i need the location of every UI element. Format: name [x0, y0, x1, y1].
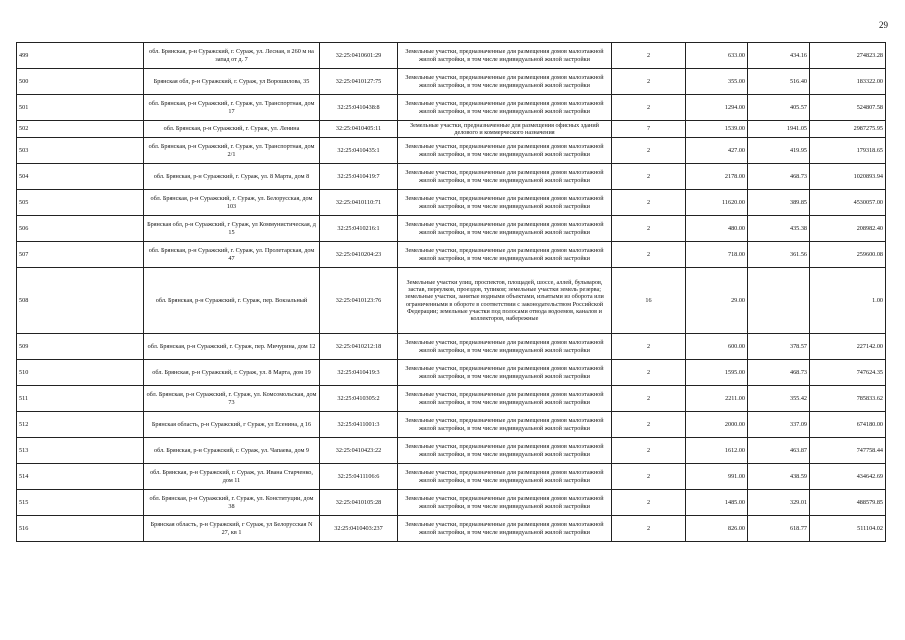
cadastral-value-cell: 2987275.95 — [810, 121, 886, 138]
cadastral-value-cell: 747758.44 — [810, 438, 886, 464]
table-row — [17, 242, 886, 268]
cadastral-number-cell: 32:25:0410419:7 — [320, 164, 398, 190]
cadastral-value-cell: 259600.08 — [810, 242, 886, 268]
cadastral-number-cell: 32:25:0410212:18 — [320, 334, 398, 360]
land-use-cell: Земельные участки, предназначенные для размещения домов малоэтажной жилой застройки, в том числе индивидуальной жилой застройки — [398, 386, 612, 412]
area-cell: 2211.00 — [686, 386, 748, 412]
cadastral-value-cell: 274823.28 — [810, 43, 886, 69]
use-code-cell: 2 — [612, 95, 686, 121]
cadastral-value-cell: 434642.69 — [810, 464, 886, 490]
table-row — [17, 334, 886, 360]
land-use-cell: Земельные участки, предназначенные для размещения домов малоэтажной жилой застройки, в том числе индивидуальной жилой застройки — [398, 69, 612, 95]
use-code-cell: 2 — [612, 360, 686, 386]
area-cell: 11620.00 — [686, 190, 748, 216]
address-cell: обл. Брянская, р-н Суражский, г. Сураж, пер. Вокзальный — [144, 268, 320, 334]
land-use-cell: Земельные участки, предназначенные для размещения домов малоэтажной жилой застройки, в том числе индивидуальной жилой застройки — [398, 412, 612, 438]
use-code-cell: 2 — [612, 43, 686, 69]
table-row — [17, 516, 886, 542]
specific-value-cell: 355.42 — [748, 386, 810, 412]
use-code-cell: 2 — [612, 334, 686, 360]
cadastral-number-cell: 32:25:0410423:22 — [320, 438, 398, 464]
area-cell: 1294.00 — [686, 95, 748, 121]
cadastral-number-cell: 32:25:0410123:76 — [320, 268, 398, 334]
area-cell: 600.00 — [686, 334, 748, 360]
cadastral-number-cell: 32:25:0410305:2 — [320, 386, 398, 412]
address-cell: обл. Брянская, р-н Суражский, г. Сураж, ул. Транспортная, дом 2/1 — [144, 138, 320, 164]
table-row — [17, 490, 886, 516]
use-code-cell: 2 — [612, 490, 686, 516]
cadastral-value-cell: 511104.02 — [810, 516, 886, 542]
table-row — [17, 412, 886, 438]
use-code-cell: 16 — [612, 268, 686, 334]
area-cell: 29.00 — [686, 268, 748, 334]
specific-value-cell: 361.56 — [748, 242, 810, 268]
cadastral-value-cell: 227142.00 — [810, 334, 886, 360]
land-use-cell: Земельные участки, предназначенные для размещения домов малоэтажной жилой застройки, в том числе индивидуальной жилой застройки — [398, 164, 612, 190]
specific-value-cell: 434.16 — [748, 43, 810, 69]
address-cell: обл. Брянская, р-н Суражский, г. Сураж, ул. Белорусская, дом 103 — [144, 190, 320, 216]
cadastral-number-cell: 32:25:0411001:3 — [320, 412, 398, 438]
address-cell: обл. Брянская, р-н Суражский, г. Сураж, ул. Комсомольская, дом 73 — [144, 386, 320, 412]
table-row — [17, 268, 886, 334]
cadastral-value-cell: 1.00 — [810, 268, 886, 334]
land-use-cell: Земельные участки улиц, проспектов, площадей, шоссе, аллей, бульваров, застав, переулков, проездов, тупиков; земельные участки земель резерва; земельные участки, занятые водными объектами, изъятыми из оборота или ограниченными в обороте в соответствии с законодательством Российской Федерации; земельные участки под полосами отвода водоемов, каналов и коллекторов, набережные — [398, 268, 612, 334]
row-number: 509 — [17, 334, 144, 360]
address-cell: обл. Брянская, р-н Суражский, г. Сураж, ул. Лесная, в 260 м на запад от д. 7 — [144, 43, 320, 69]
area-cell: 633.00 — [686, 43, 748, 69]
address-cell: Брянская обл, р-н Суражский, г Сураж, ул Коммунистическая, д 15 — [144, 216, 320, 242]
row-number: 504 — [17, 164, 144, 190]
table-row — [17, 360, 886, 386]
specific-value-cell: 405.57 — [748, 95, 810, 121]
row-number: 503 — [17, 138, 144, 164]
table-row — [17, 69, 886, 95]
specific-value-cell: 329.01 — [748, 490, 810, 516]
land-use-cell: Земельные участки, предназначенные для размещения домов малоэтажной жилой застройки, в том числе индивидуальной жилой застройки — [398, 190, 612, 216]
land-use-cell: Земельные участки, предназначенные для размещения домов малоэтажной жилой застройки, в том числе индивидуальной жилой застройки — [398, 490, 612, 516]
row-number: 505 — [17, 190, 144, 216]
row-number: 510 — [17, 360, 144, 386]
address-cell: обл. Брянская, р-н Суражский, г. Сураж, ул. Транспортная, дом 17 — [144, 95, 320, 121]
cadastral-number-cell: 32:25:0410110:71 — [320, 190, 398, 216]
table-row — [17, 43, 886, 69]
use-code-cell: 2 — [612, 386, 686, 412]
row-number: 501 — [17, 95, 144, 121]
row-number: 515 — [17, 490, 144, 516]
address-cell: обл. Брянская, р-н Суражский, г. Сураж, ул. Конституции, дом 38 — [144, 490, 320, 516]
row-number: 511 — [17, 386, 144, 412]
cadastral-number-cell: 32:25:0410438:8 — [320, 95, 398, 121]
use-code-cell: 2 — [612, 69, 686, 95]
cadastral-value-cell: 488579.85 — [810, 490, 886, 516]
land-use-cell: Земельные участки, предназначенные для размещения домов малоэтажной жилой застройки, в том числе индивидуальной жилой застройки — [398, 334, 612, 360]
cadastral-number-cell: 32:25:0410601:29 — [320, 43, 398, 69]
use-code-cell: 7 — [612, 121, 686, 138]
table-row — [17, 138, 886, 164]
address-cell: обл. Брянская, р-н Суражский, г. Сураж, ул. Чапаева, дом 9 — [144, 438, 320, 464]
cadastral-value-cell: 524807.58 — [810, 95, 886, 121]
land-use-cell: Земельные участки, предназначенные для размещения домов малоэтажной жилой застройки, в том числе индивидуальной жилой застройки — [398, 438, 612, 464]
cadastral-number-cell: 32:25:0411106:6 — [320, 464, 398, 490]
address-cell: обл. Брянская, р-н Суражский, г. Сураж, ул. Пролетарская, дом 47 — [144, 242, 320, 268]
area-cell: 1539.00 — [686, 121, 748, 138]
area-cell: 1485.00 — [686, 490, 748, 516]
address-cell: Брянская область, р-н Суражский, г Сураж, ул Белорусская N 27, кв 1 — [144, 516, 320, 542]
area-cell: 2000.00 — [686, 412, 748, 438]
row-number: 508 — [17, 268, 144, 334]
specific-value-cell: 438.59 — [748, 464, 810, 490]
row-number: 506 — [17, 216, 144, 242]
row-number: 516 — [17, 516, 144, 542]
specific-value-cell: 378.57 — [748, 334, 810, 360]
row-number: 513 — [17, 438, 144, 464]
cadastral-number-cell: 32:25:0410403:237 — [320, 516, 398, 542]
cadastral-value-cell: 179318.65 — [810, 138, 886, 164]
area-cell: 2178.00 — [686, 164, 748, 190]
row-number: 502 — [17, 121, 144, 138]
cadastral-number-cell: 32:25:0410127:75 — [320, 69, 398, 95]
cadastral-number-cell: 32:25:0410204:23 — [320, 242, 398, 268]
area-cell: 1595.00 — [686, 360, 748, 386]
table-row — [17, 121, 886, 138]
area-cell: 427.00 — [686, 138, 748, 164]
table-row — [17, 95, 886, 121]
cadastral-number-cell: 32:25:0410419:3 — [320, 360, 398, 386]
cadastral-number-cell: 32:25:0410105:28 — [320, 490, 398, 516]
address-cell: Брянская обл, р-н Суражский, г. Сураж, ул Ворошилова, 35 — [144, 69, 320, 95]
address-cell: обл. Брянская, р-н Суражский, г. Сураж, ул. 8 Марта, дом 19 — [144, 360, 320, 386]
cadastral-value-cell: 4530057.00 — [810, 190, 886, 216]
area-cell: 1612.00 — [686, 438, 748, 464]
cadastral-value-table — [16, 42, 886, 542]
area-cell: 991.00 — [686, 464, 748, 490]
table-body — [17, 43, 886, 542]
specific-value-cell: 516.40 — [748, 69, 810, 95]
use-code-cell: 2 — [612, 438, 686, 464]
land-use-cell: Земельные участки, предназначенные для размещения домов малоэтажной жилой застройки, в том числе индивидуальной жилой застройки — [398, 95, 612, 121]
specific-value-cell: 463.87 — [748, 438, 810, 464]
address-cell: обл. Брянская, р-н Суражский, г. Сураж, ул. 8 Марта, дом 8 — [144, 164, 320, 190]
specific-value-cell: 389.85 — [748, 190, 810, 216]
specific-value-cell: 468.73 — [748, 164, 810, 190]
use-code-cell: 2 — [612, 516, 686, 542]
row-number: 512 — [17, 412, 144, 438]
specific-value-cell — [748, 268, 810, 334]
land-use-cell: Земельные участки, предназначенные для размещения домов малоэтажной жилой застройки, в том числе индивидуальной жилой застройки — [398, 464, 612, 490]
cadastral-number-cell: 32:25:0410216:1 — [320, 216, 398, 242]
specific-value-cell: 618.77 — [748, 516, 810, 542]
use-code-cell: 2 — [612, 412, 686, 438]
cadastral-value-cell: 785833.62 — [810, 386, 886, 412]
cadastral-value-cell: 747624.35 — [810, 360, 886, 386]
address-cell: Брянская область, р-н Суражский, г Сураж, ул Есенина, д 16 — [144, 412, 320, 438]
row-number: 499 — [17, 43, 144, 69]
specific-value-cell: 1941.05 — [748, 121, 810, 138]
use-code-cell: 2 — [612, 242, 686, 268]
use-code-cell: 2 — [612, 216, 686, 242]
land-use-cell: Земельные участки, предназначенные для размещения домов малоэтажной жилой застройки, в том числе индивидуальной жилой застройки — [398, 516, 612, 542]
table-row — [17, 164, 886, 190]
land-use-cell: Земельные участки, предназначенные для размещения домов малоэтажной жилой застройки, в том числе индивидуальной жилой застройки — [398, 216, 612, 242]
table-row — [17, 464, 886, 490]
area-cell: 718.00 — [686, 242, 748, 268]
use-code-cell: 2 — [612, 190, 686, 216]
land-use-cell: Земельные участки, предназначенные для размещения домов малоэтажной жилой застройки, в том числе индивидуальной жилой застройки — [398, 43, 612, 69]
cadastral-number-cell: 32:25:0410405:11 — [320, 121, 398, 138]
land-use-cell: Земельные участки, предназначенные для размещения офисных зданий делового и коммерческого назначения — [398, 121, 612, 138]
cadastral-value-cell: 183322.00 — [810, 69, 886, 95]
cadastral-value-cell: 208982.40 — [810, 216, 886, 242]
area-cell: 826.00 — [686, 516, 748, 542]
use-code-cell: 2 — [612, 464, 686, 490]
address-cell: обл. Брянская, р-н Суражский, г. Сураж, ул. Ленина — [144, 121, 320, 138]
table-row — [17, 216, 886, 242]
land-use-cell: Земельные участки, предназначенные для размещения домов малоэтажной жилой застройки, в том числе индивидуальной жилой застройки — [398, 242, 612, 268]
area-cell: 355.00 — [686, 69, 748, 95]
row-number: 507 — [17, 242, 144, 268]
table-row — [17, 190, 886, 216]
page-number: 29 — [879, 20, 888, 30]
address-cell: обл. Брянская, р-н Суражский, г. Сураж, ул. Ивана Старченко, дом 11 — [144, 464, 320, 490]
row-number: 514 — [17, 464, 144, 490]
table-row — [17, 386, 886, 412]
cadastral-number-cell: 32:25:0410435:1 — [320, 138, 398, 164]
row-number: 500 — [17, 69, 144, 95]
table-row — [17, 438, 886, 464]
cadastral-value-cell: 1020893.94 — [810, 164, 886, 190]
use-code-cell: 2 — [612, 164, 686, 190]
specific-value-cell: 435.38 — [748, 216, 810, 242]
use-code-cell: 2 — [612, 138, 686, 164]
land-use-cell: Земельные участки, предназначенные для размещения домов малоэтажной жилой застройки, в том числе индивидуальной жилой застройки — [398, 360, 612, 386]
specific-value-cell: 337.09 — [748, 412, 810, 438]
cadastral-value-cell: 674180.00 — [810, 412, 886, 438]
land-use-cell: Земельные участки, предназначенные для размещения домов малоэтажной жилой застройки, в том числе индивидуальной жилой застройки — [398, 138, 612, 164]
specific-value-cell: 468.73 — [748, 360, 810, 386]
specific-value-cell: 419.95 — [748, 138, 810, 164]
address-cell: обл. Брянская, р-н Суражский, г. Сураж, пер. Мичурина, дом 12 — [144, 334, 320, 360]
area-cell: 480.00 — [686, 216, 748, 242]
